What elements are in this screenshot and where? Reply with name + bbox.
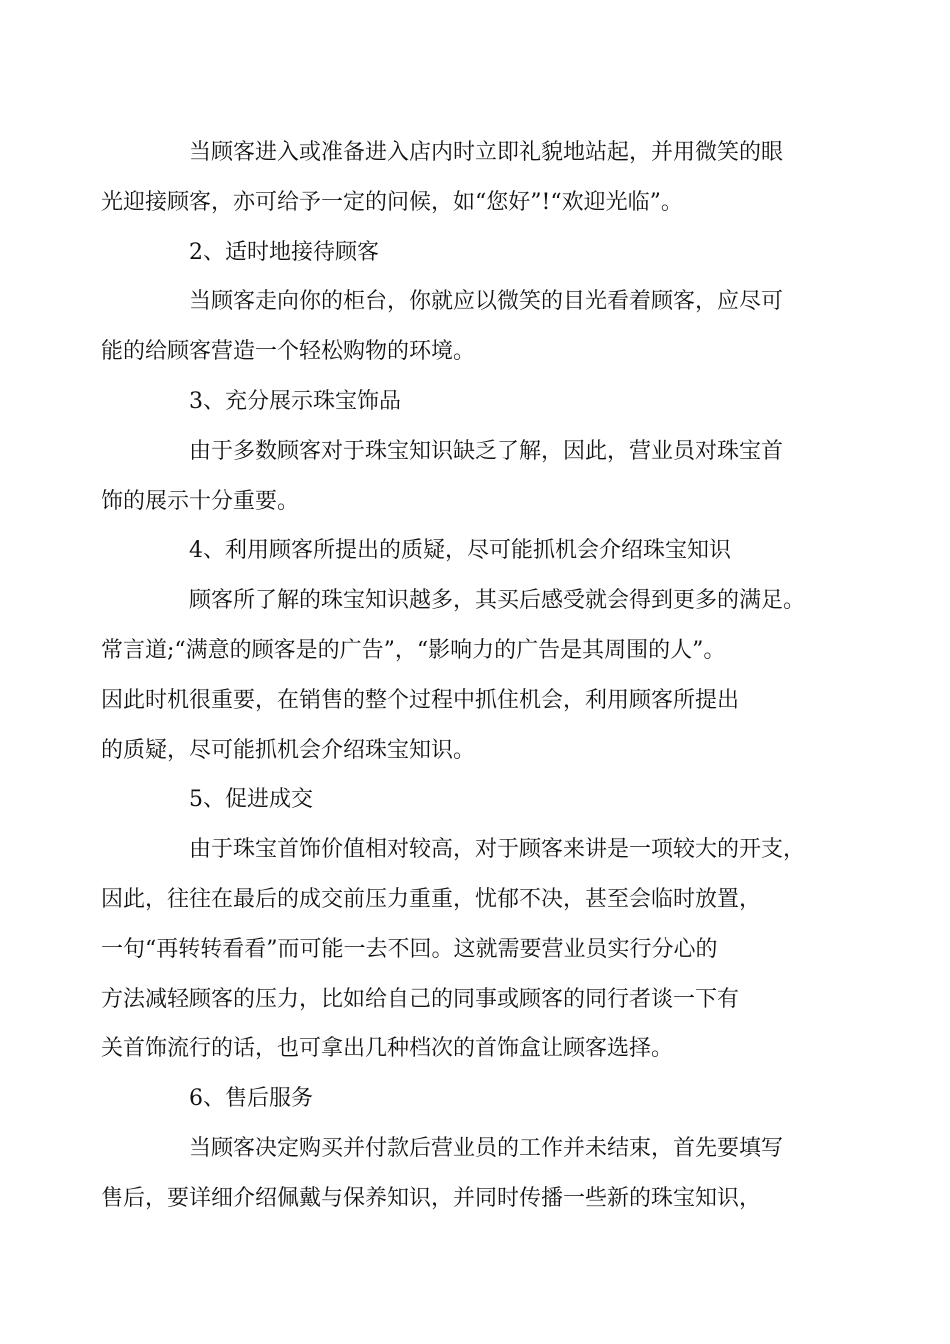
- section-heading-3: [145, 377, 810, 427]
- text-line: 光迎接顾客，亦可给予一定的问候，如“您好”!“欢迎光临”。: [101, 189, 683, 215]
- text-line: 4、利用顾客所提出的质疑，尽可能抓机会介绍珠宝知识: [189, 538, 731, 564]
- document-body: [101, 128, 810, 1224]
- section-heading-2: [145, 228, 810, 278]
- text-line: 因此，往往在最后的成交前压力重重，忧郁不决，甚至会临时放置，: [101, 886, 762, 912]
- section-heading-5: [145, 775, 810, 825]
- text-line: 由于多数顾客对于珠宝知识缺乏了解，因此，营业员对珠宝首: [189, 438, 784, 464]
- text-line: 方法减轻顾客的压力，比如给自己的同事或顾客的同行者谈一下有: [101, 986, 740, 1012]
- paragraph-knowledge: [101, 576, 810, 775]
- text-line: 当顾客决定购买并付款后营业员的工作并未结束，首先要填写: [189, 1135, 784, 1161]
- text-line: 一句“再转转看看”而可能一去不回。这就需要营业员实行分心的: [101, 936, 718, 962]
- section-heading-6: [145, 1074, 810, 1124]
- text-line: 饰的展示十分重要。: [101, 488, 300, 514]
- text-line: 当顾客进入或准备进入店内时立即礼貌地站起，并用微笑的眼: [189, 140, 784, 165]
- paragraph-greeting: [101, 128, 810, 228]
- text-line: 由于珠宝首饰价值相对较高，对于顾客来讲是一项较大的开支，: [189, 837, 806, 863]
- text-line: 售后，要详细介绍佩戴与保养知识，并同时传播一些新的珠宝知识，: [101, 1185, 762, 1211]
- text-line: 当顾客走向你的柜台，你就应以微笑的目光看着顾客，应尽可: [189, 289, 784, 315]
- text-line: 关首饰流行的话，也可拿出几种档次的首饰盒让顾客选择。: [101, 1036, 674, 1062]
- text-line: 的质疑，尽可能抓机会介绍珠宝知识。: [101, 737, 476, 763]
- text-line: 因此时机很重要，在销售的整个过程中抓住机会，利用顾客所提出: [101, 687, 740, 713]
- section-heading-4: [145, 526, 810, 576]
- text-line: 6、售后服务: [189, 1086, 313, 1112]
- paragraph-display: [101, 427, 810, 527]
- text-line: 顾客所了解的珠宝知识越多，其买后感受就会得到更多的满足。: [189, 588, 806, 614]
- paragraph-closing-deal: [101, 825, 810, 1074]
- paragraph-reception: [101, 277, 810, 377]
- text-line: 常言道;“满意的顾客是的广告”，“影响力的广告是其周围的人”。: [101, 637, 726, 663]
- text-line: 3、充分展示珠宝饰品: [189, 388, 401, 414]
- text-line: 5、促进成交: [189, 787, 313, 813]
- paragraph-after-sales: [101, 1124, 810, 1224]
- text-line: 2、适时地接待顾客: [189, 239, 379, 265]
- text-line: 能的给顾客营造一个轻松购物的环境。: [101, 339, 476, 365]
